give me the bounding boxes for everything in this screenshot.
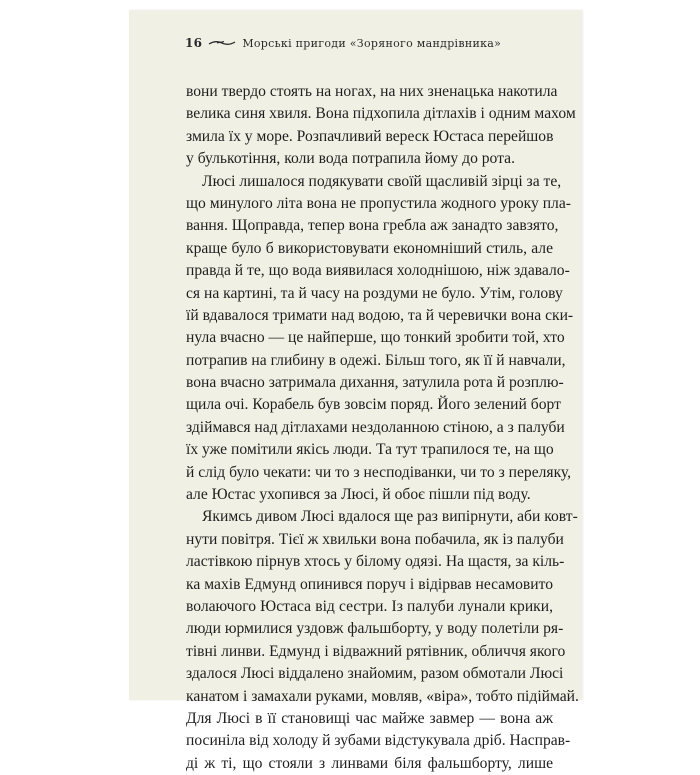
text-line: здалося Люсі віддалено знайомим, разом обмотали Люсі	[186, 665, 564, 683]
text-line: їй вдавалося тримати над водою, та й черевички вона ски-	[186, 306, 574, 324]
page-header	[185, 36, 501, 50]
text-line: ка махів Едмунд опинився поруч і відірвав несамовито	[186, 575, 553, 593]
text-line: Якимсь дивом Люсі вдалося ще раз випірнути, аби ковт-	[202, 508, 578, 526]
text-line: краще було б використовувати економніший стиль, але	[186, 239, 553, 257]
swash-ornament-icon	[208, 39, 236, 47]
text-line: канатом і замахали руками, мовляв, «віра», тобто підіймай.	[186, 687, 579, 705]
text-line: Для Люсі в її становищі час майже завмер — вона аж	[186, 709, 553, 727]
text-line: вання. Щоправда, тепер вона гребла аж занадто завзято,	[186, 217, 559, 235]
book-page	[129, 10, 582, 772]
text-line: щила очі. Корабель був зовсім поряд. Його зелений борт	[186, 396, 561, 414]
paragraph	[186, 506, 579, 775]
paragraph	[186, 81, 576, 171]
text-line: нула вчасно — це найперше, що тонкий зробити той, хто	[186, 329, 565, 347]
text-line: нути повітря. Тієї ж хвильки вона побачила, як із палуби	[186, 530, 564, 548]
text-line: Люсі лишалося подякувати своїй щасливій зірці за те,	[202, 172, 562, 190]
text-line: волаючого Юстаса від сестри. Із палуби лунали крики,	[186, 597, 553, 615]
text-line: ластівкою пірнув хтось у білому одязі. На щастя, за кіль-	[186, 553, 565, 571]
text-line: правда й те, що вода виявилася холоднішою, ніж здавало-	[186, 262, 570, 280]
text-line: змила їх у море. Розпачливий вереск Юстаса перейшов	[186, 127, 554, 145]
body-text	[186, 81, 579, 775]
text-line: у булькотіння, коли вода потрапила йому до рота.	[186, 150, 515, 168]
text-line: але Юстас ухопився за Люсі, й обоє пішли під воду.	[186, 486, 531, 504]
page-number: 16	[185, 36, 203, 50]
text-line: ді ж ті, що стояли з линвами біля фальшборту, лише	[186, 754, 553, 772]
text-line: й слід було чекати: чи то з несподіванки, чи то з переляку,	[186, 463, 572, 481]
text-line: люди юрмилися уздовж фальшборту, у воду полетіли ря-	[186, 620, 564, 638]
text-line: посиніла від холоду й зубами відстукувала дріб. Насправ-	[186, 732, 571, 750]
running-title: Морські пригоди «Зоряного мандрівника»	[242, 36, 502, 50]
text-line: потрапив на глибину в одежі. Більш того, як її й навчали,	[186, 351, 566, 369]
text-line: вони твердо стоять на ногах, на них зненацька накотила	[186, 83, 558, 100]
text-line: що минулого літа вона не пропустила жодного уроку пла-	[186, 194, 571, 212]
text-line: здіймався над дітлахами нездоланною стіною, а з палуби	[186, 418, 565, 436]
text-line: їх уже помітили якісь люди. Та тут трапилося те, на що	[186, 441, 554, 459]
text-line: ся на картині, та й часу на роздуми не було. Утім, голову	[186, 284, 563, 302]
text-line: вона вчасно затримала дихання, затулила рота й розплю-	[186, 374, 564, 392]
paragraph	[186, 171, 574, 507]
text-line: велика синя хвиля. Вона підхопила дітлахів і одним махом	[186, 105, 576, 123]
text-line: тівні линви. Едмунд і відважний рятівник, обличчя якого	[186, 642, 566, 660]
